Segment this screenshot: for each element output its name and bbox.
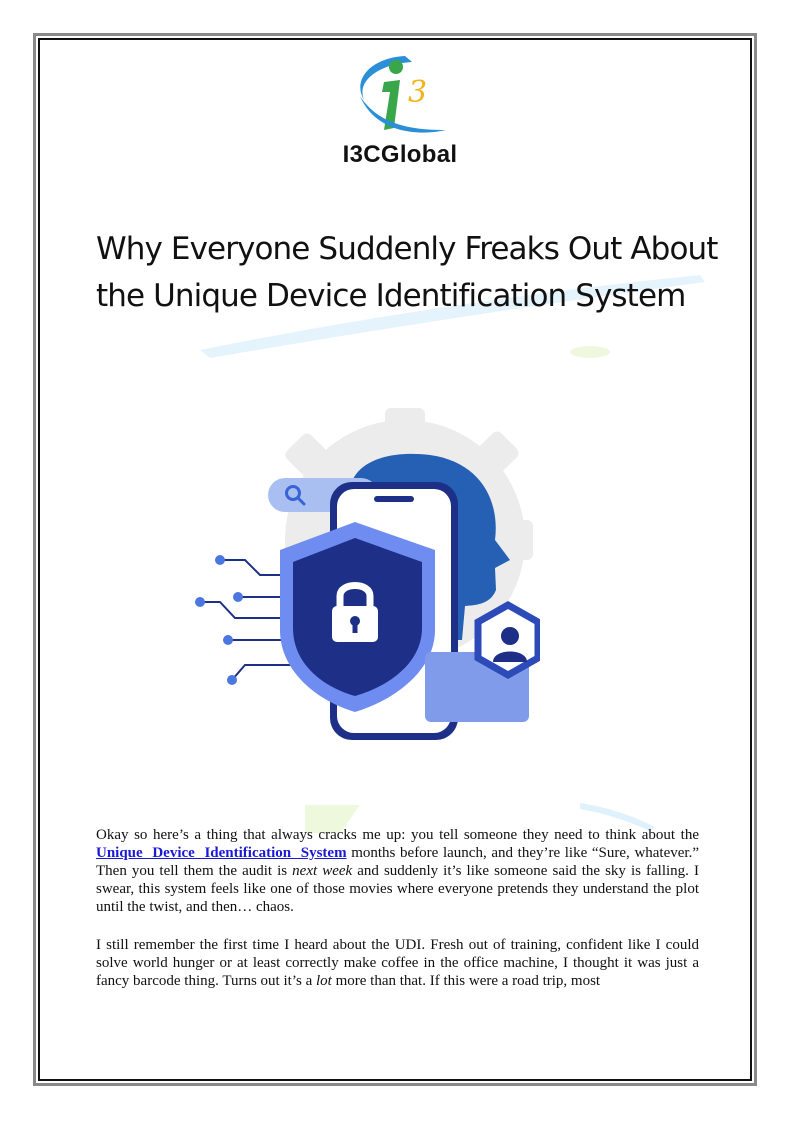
brand-name: I3CGlobal — [342, 141, 458, 168]
paragraph-2 — [96, 936, 699, 990]
p1-emphasis: next week — [292, 863, 353, 879]
udi-link[interactable]: Unique Device Identification System — [96, 845, 347, 861]
i3cglobal-logo — [350, 50, 450, 140]
logo-three: 3 — [408, 75, 428, 110]
title-line-2: the Unique Device Identification System — [96, 278, 686, 314]
p1-text-start: Okay so here’s a thing that always cracks me up: you tell someone they need to think about the — [96, 827, 699, 843]
page-title — [96, 226, 736, 320]
paragraph-1 — [96, 826, 699, 916]
p1-text-end: and suddenly it’s like someone said the sky is falling. I swear, this system feels like one of those movies where everyone pretends they understand the plot until the twist, and then… chaos. — [96, 863, 699, 915]
p1-text-middle: months before launch, and they’re like “Sure, whatever.” Then you tell them the audit is — [96, 845, 699, 879]
security-illustration — [190, 400, 540, 740]
title-line-1: Why Everyone Suddenly Freaks Out About — [96, 231, 718, 267]
user-badge — [478, 605, 538, 675]
p2-text-end: more than that. If this were a road trip, most — [331, 973, 601, 989]
p2-text-start: I still remember the first time I heard about the UDI. Fresh out of training, confident like I could solve world hunger or at least correctly make coffee in the office machine, I thought it was just a fancy barcode thing. Turns out it’s a — [96, 937, 699, 989]
p2-emphasis: lot — [315, 973, 332, 989]
